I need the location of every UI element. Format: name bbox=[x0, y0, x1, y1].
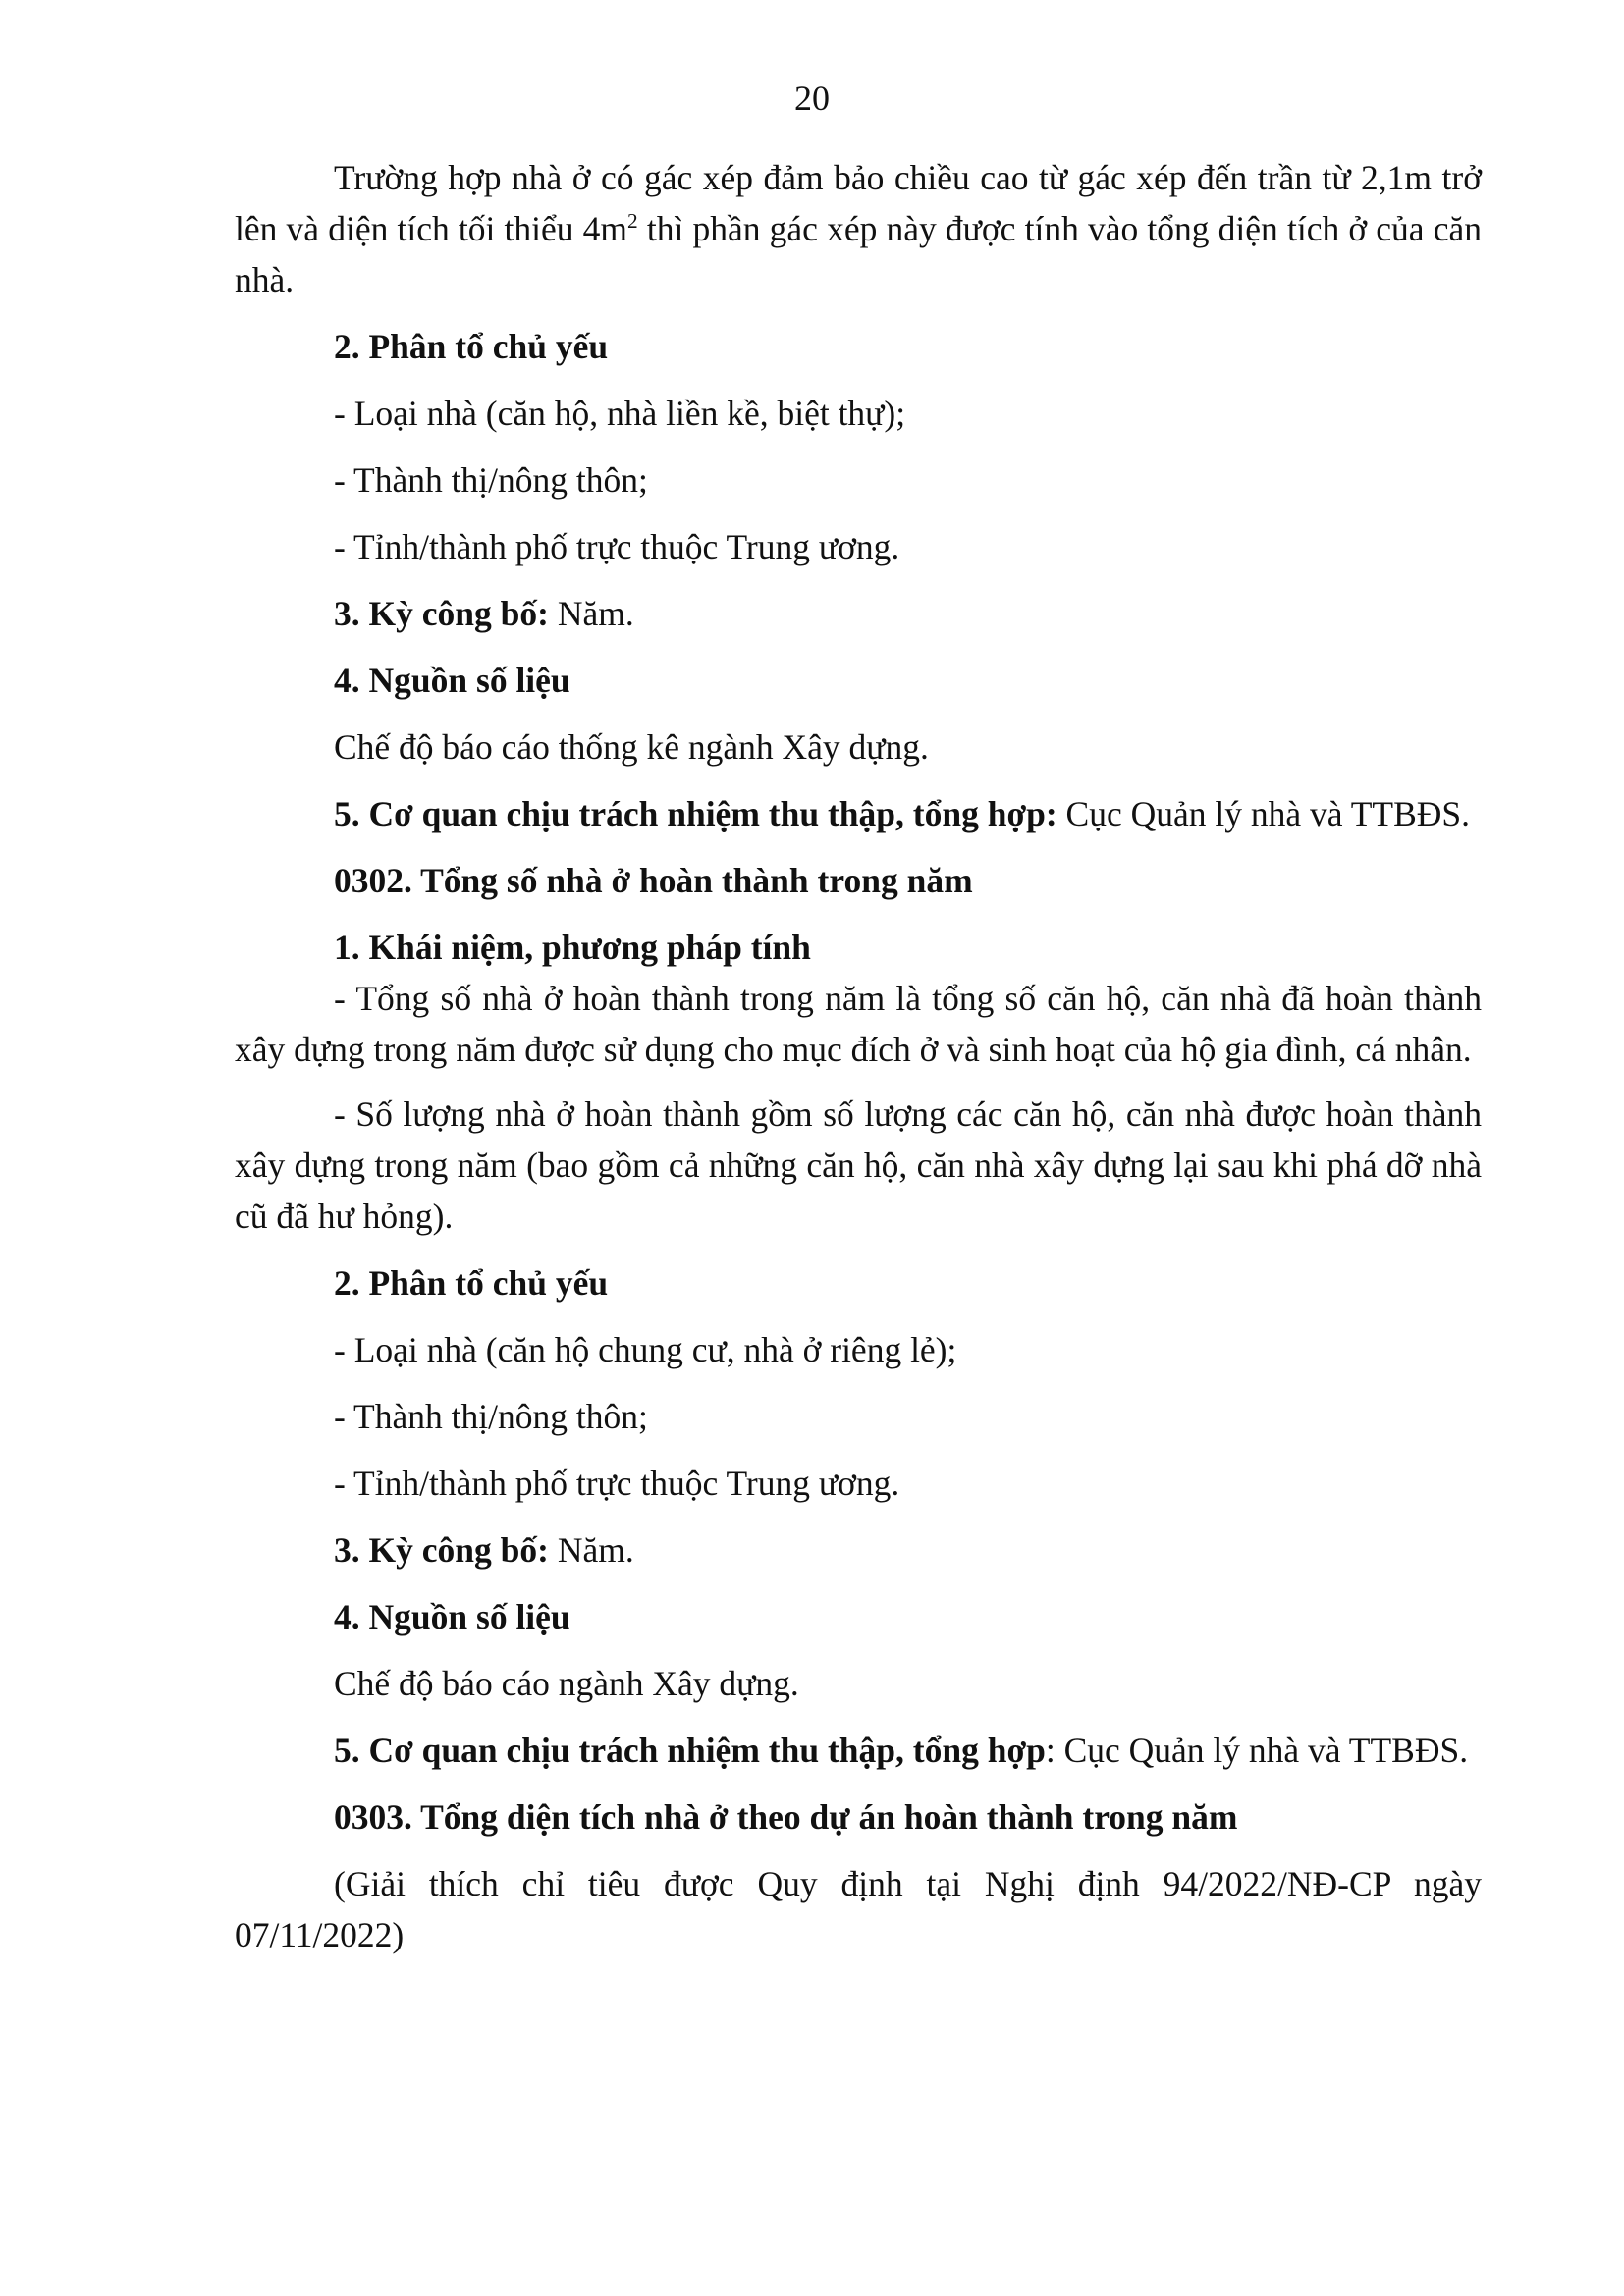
list-item: - Thành thị/nông thôn; bbox=[334, 1397, 648, 1436]
heading-data-source-text: 4. Nguồn số liệu bbox=[334, 661, 570, 700]
responsible-agency bbox=[235, 1725, 1482, 1776]
section-title-0303-text: 0303. Tổng diện tích nhà ở theo dự án hoàn thành trong năm bbox=[334, 1797, 1238, 1837]
heading-publication-period-label: 3. Kỳ công bố: bbox=[334, 1530, 549, 1570]
document-body bbox=[235, 152, 1482, 1960]
list-item: - Tỉnh/thành phố trực thuộc Trung ương. bbox=[334, 527, 900, 566]
heading-classification-text: 2. Phân tổ chủ yếu bbox=[334, 327, 609, 366]
data-source-text: Chế độ báo cáo thống kê ngành Xây dựng. bbox=[334, 727, 929, 767]
heading-concept-text: 1. Khái niệm, phương pháp tính bbox=[334, 928, 811, 967]
paragraph-attic-text-a: Trường hợp nhà ở có gác xép đảm bảo chiều cao từ gác xép đến trần từ 2,1m trở lên và diện tích tối thiểu 4m bbox=[235, 158, 1482, 248]
heading-data-source bbox=[235, 1591, 1482, 1642]
responsible-agency-value: Cục Quản lý nhà và TTBĐS. bbox=[1056, 794, 1471, 833]
publication-period-value: Năm. bbox=[548, 1530, 634, 1570]
data-source-text: Chế độ báo cáo ngành Xây dựng. bbox=[334, 1664, 799, 1703]
heading-publication-period bbox=[235, 588, 1482, 639]
responsible-agency-label: 5. Cơ quan chịu trách nhiệm thu thập, tổng hợp bbox=[334, 1731, 1046, 1770]
responsible-agency bbox=[235, 788, 1482, 839]
heading-classification bbox=[235, 321, 1482, 372]
list-item: - Loại nhà (căn hộ chung cư, nhà ở riêng lẻ); bbox=[334, 1330, 957, 1369]
heading-classification-text: 2. Phân tổ chủ yếu bbox=[334, 1263, 609, 1303]
heading-publication-period bbox=[235, 1524, 1482, 1575]
section-title-0303 bbox=[235, 1791, 1482, 1842]
concept-paragraph-1: - Tổng số nhà ở hoàn thành trong năm là tổng số căn hộ, căn nhà đã hoàn thành xây dựng trong năm được sử dụng cho mục đích ở và sinh hoạt của hộ gia đình, cá nhân. bbox=[235, 979, 1482, 1069]
list-item: - Thành thị/nông thôn; bbox=[334, 460, 648, 500]
paragraph-attic bbox=[235, 152, 1482, 305]
heading-publication-period-label: 3. Kỳ công bố: bbox=[334, 594, 549, 633]
section-title-0302-text: 0302. Tổng số nhà ở hoàn thành trong năm bbox=[334, 861, 973, 900]
list-item: - Loại nhà (căn hộ, nhà liền kề, biệt thự); bbox=[334, 394, 906, 433]
heading-concept bbox=[235, 922, 1482, 973]
explanation-note: (Giải thích chỉ tiêu được Quy định tại Nghị định 94/2022/NĐ-CP ngày 07/11/2022) bbox=[235, 1864, 1482, 1954]
superscript-2: 2 bbox=[627, 209, 638, 234]
section-title-0302 bbox=[235, 855, 1482, 906]
heading-classification bbox=[235, 1257, 1482, 1308]
heading-data-source bbox=[235, 655, 1482, 706]
heading-data-source-text: 4. Nguồn số liệu bbox=[334, 1597, 570, 1636]
concept-paragraph-2: - Số lượng nhà ở hoàn thành gồm số lượng các căn hộ, căn nhà được hoàn thành xây dựng trong năm (bao gồm cả những căn hộ, căn nhà xây dựng lại sau khi phá dỡ nhà cũ đã hư hỏng). bbox=[235, 1095, 1482, 1236]
publication-period-value: Năm. bbox=[548, 594, 634, 633]
responsible-agency-label: 5. Cơ quan chịu trách nhiệm thu thập, tổng hợp: bbox=[334, 794, 1057, 833]
responsible-agency-value: : Cục Quản lý nhà và TTBĐS. bbox=[1045, 1731, 1469, 1770]
paragraph-attic-text-b: thì phần gác xép này được tính vào tổng diện tích ở của căn nhà. bbox=[235, 209, 1482, 299]
page-number: 20 bbox=[794, 79, 830, 118]
list-item: - Tỉnh/thành phố trực thuộc Trung ương. bbox=[334, 1464, 900, 1503]
